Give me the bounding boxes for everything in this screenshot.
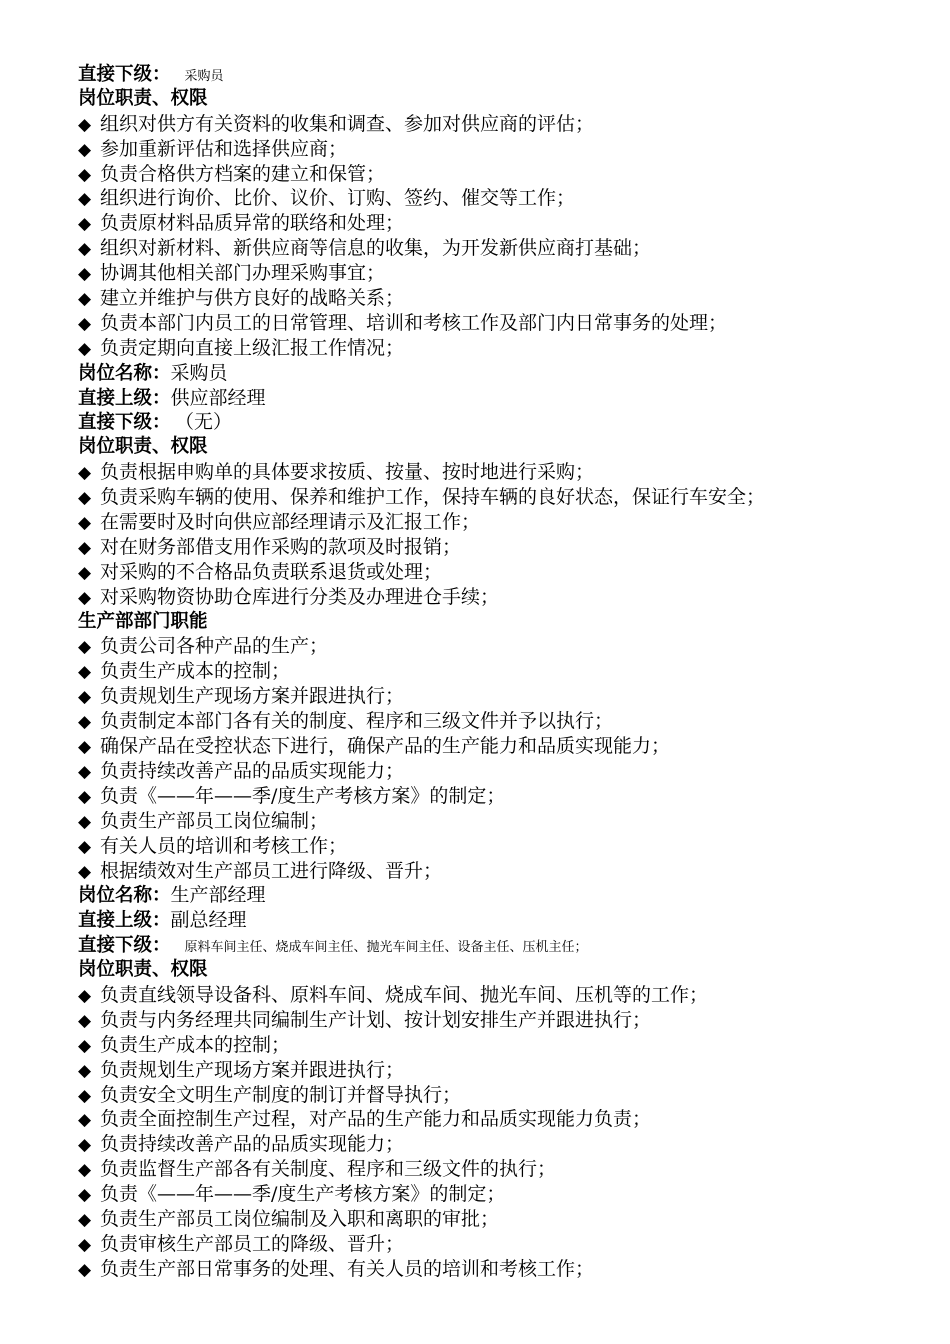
list-item-text: 对采购物资协助仓库进行分类及办理进仓手续； — [100, 585, 500, 608]
list-item-text: 负责《——年——季/度生产考核方案》的制定； — [100, 1183, 506, 1206]
field-label: 岗位名称： — [78, 362, 171, 384]
diamond-bullet-icon: ◆ — [78, 1085, 92, 1106]
field-row — [78, 908, 928, 933]
list-item-text: 协调其他相关部门办理采购事宜； — [100, 262, 386, 285]
list-item — [78, 1257, 928, 1282]
field-value: 采购员 — [170, 361, 228, 384]
list-item-text: 负责本部门内员工的日常管理、培训和考核工作及部门内日常事务的处理； — [100, 311, 728, 334]
list-item — [78, 560, 928, 585]
list-item — [78, 809, 928, 834]
list-item — [78, 983, 928, 1008]
list-item — [78, 162, 928, 187]
list-item-text: 对采购的不合格品负责联系退货或处理； — [100, 560, 443, 583]
list-item — [78, 1207, 928, 1232]
field-label: 岗位名称： — [78, 885, 171, 907]
list-item-text: 负责公司各种产品的生产； — [100, 635, 329, 658]
field-row — [78, 361, 928, 386]
list-item-text: 负责生产部日常事务的处理、有关人员的培训和考核工作； — [100, 1257, 595, 1280]
list-item-text: 负责审核生产部员工的降级、晋升； — [100, 1232, 405, 1255]
list-item-text: 建立并维护与供方良好的战略关系； — [100, 287, 405, 310]
diamond-bullet-icon: ◆ — [78, 985, 92, 1006]
diamond-bullet-icon: ◆ — [78, 513, 92, 534]
field-row — [78, 386, 928, 411]
diamond-bullet-icon: ◆ — [78, 139, 92, 160]
field-label: 直接下级： — [78, 64, 171, 85]
field-value: 原料车间主任、烧成车间主任、抛光车间主任、设备主任、压机主任； — [184, 940, 588, 956]
diamond-bullet-icon: ◆ — [78, 637, 92, 658]
diamond-bullet-icon: ◆ — [78, 562, 92, 583]
diamond-bullet-icon: ◆ — [78, 313, 92, 334]
list-item-text: 负责生产成本的控制； — [100, 660, 291, 683]
diamond-bullet-icon: ◆ — [78, 289, 92, 310]
field-value: 采购员 — [184, 69, 224, 84]
diamond-bullet-icon: ◆ — [78, 1110, 92, 1131]
field-label: 直接上级： — [78, 387, 171, 409]
diamond-bullet-icon: ◆ — [78, 164, 92, 185]
list-item-text: 负责生产部员工岗位编制及入职和离职的审批； — [100, 1207, 500, 1230]
list-item-text: 组织对新材料、新供应商等信息的收集，为开发新供应商打基础； — [100, 237, 652, 260]
list-item-text: 对在财务部借支用作采购的款项及时报销； — [100, 535, 462, 558]
diamond-bullet-icon: ◆ — [78, 1259, 92, 1280]
list-item-text: 负责持续改善产品的品质实现能力； — [100, 759, 405, 782]
list-item — [78, 1132, 928, 1157]
list-item-text: 负责生产部员工岗位编制； — [100, 809, 329, 832]
field-row — [78, 410, 928, 435]
section-heading: 岗位职责、权限 — [78, 436, 208, 458]
diamond-bullet-icon: ◆ — [78, 1060, 92, 1081]
list-item-text: 负责定期向直接上级汇报工作情况； — [100, 336, 405, 359]
list-item — [78, 286, 928, 311]
list-item — [78, 1008, 928, 1033]
field-label: 直接下级： — [78, 935, 171, 957]
list-item — [78, 834, 928, 859]
list-item — [78, 734, 928, 759]
field-row — [78, 62, 928, 87]
list-item-text: 负责根据申购单的具体要求按质、按量、按时地进行采购； — [100, 461, 595, 484]
diamond-bullet-icon: ◆ — [78, 687, 92, 708]
diamond-bullet-icon: ◆ — [78, 239, 92, 260]
diamond-bullet-icon: ◆ — [78, 264, 92, 285]
list-item — [78, 112, 928, 137]
list-item — [78, 1182, 928, 1207]
diamond-bullet-icon: ◆ — [78, 463, 92, 484]
list-item-text: 负责与内务经理共同编制生产计划、按计划安排生产并跟进执行； — [100, 1008, 652, 1031]
list-item — [78, 585, 928, 610]
list-item-text: 负责生产成本的控制； — [100, 1033, 291, 1056]
diamond-bullet-icon: ◆ — [78, 214, 92, 235]
diamond-bullet-icon: ◆ — [78, 114, 92, 135]
diamond-bullet-icon: ◆ — [78, 1209, 92, 1230]
diamond-bullet-icon: ◆ — [78, 861, 92, 882]
diamond-bullet-icon: ◆ — [78, 811, 92, 832]
diamond-bullet-icon: ◆ — [78, 712, 92, 733]
list-item-text: 根据绩效对生产部员工进行降级、晋升； — [100, 859, 443, 882]
diamond-bullet-icon: ◆ — [78, 836, 92, 857]
list-item-text: 负责制定本部门各有关的制度、程序和三级文件并予以执行； — [100, 710, 614, 733]
diamond-bullet-icon: ◆ — [78, 1160, 92, 1181]
list-item — [78, 311, 928, 336]
list-item-text: 负责《——年——季/度生产考核方案》的制定； — [100, 784, 506, 807]
list-item — [78, 1107, 928, 1132]
list-item-text: 组织对供方有关资料的收集和调查、参加对供应商的评估； — [100, 112, 595, 135]
list-item — [78, 485, 928, 510]
diamond-bullet-icon: ◆ — [78, 1135, 92, 1156]
list-item-text: 负责全面控制生产过程，对产品的生产能力和品质实现能力负责； — [100, 1108, 652, 1131]
diamond-bullet-icon: ◆ — [78, 1185, 92, 1206]
field-label: 直接上级： — [78, 910, 171, 932]
diamond-bullet-icon: ◆ — [78, 761, 92, 782]
list-item — [78, 236, 928, 261]
list-item — [78, 1033, 928, 1058]
list-item — [78, 1058, 928, 1083]
list-item-text: 负责采购车辆的使用、保养和维护工作，保持车辆的良好状态，保证行车安全； — [100, 486, 766, 509]
list-item — [78, 1083, 928, 1108]
list-item-text: 负责合格供方档案的建立和保管； — [100, 162, 386, 185]
section-heading: 岗位职责、权限 — [78, 87, 208, 109]
document-body — [78, 62, 928, 1282]
diamond-bullet-icon: ◆ — [78, 488, 92, 509]
list-item — [78, 510, 928, 535]
list-item — [78, 261, 928, 286]
field-value: （无） — [184, 411, 233, 434]
diamond-bullet-icon: ◆ — [78, 1010, 92, 1031]
list-item — [78, 859, 928, 884]
list-item — [78, 535, 928, 560]
diamond-bullet-icon: ◆ — [78, 1234, 92, 1255]
list-item-text: 确保产品在受控状态下进行，确保产品的生产能力和品质实现能力； — [100, 735, 671, 758]
list-item-text: 负责直线领导设备科、原料车间、烧成车间、抛光车间、压机等的工作； — [100, 983, 709, 1006]
field-row — [78, 933, 928, 958]
field-label: 直接下级： — [78, 412, 171, 434]
list-item-text: 有关人员的培训和考核工作； — [100, 834, 348, 857]
diamond-bullet-icon: ◆ — [78, 587, 92, 608]
list-item — [78, 709, 928, 734]
diamond-bullet-icon: ◆ — [78, 786, 92, 807]
diamond-bullet-icon: ◆ — [78, 537, 92, 558]
diamond-bullet-icon: ◆ — [78, 1035, 92, 1056]
diamond-bullet-icon: ◆ — [78, 737, 92, 758]
list-item-text: 负责规划生产现场方案并跟进执行； — [100, 1058, 405, 1081]
field-value: 生产部经理 — [170, 884, 266, 907]
section-heading: 生产部部门职能 — [78, 610, 208, 632]
list-item-text: 参加重新评估和选择供应商； — [100, 137, 348, 160]
list-item-text: 组织进行询价、比价、议价、订购、签约、催交等工作； — [100, 187, 576, 210]
list-item — [78, 460, 928, 485]
list-item — [78, 1232, 928, 1257]
list-item — [78, 336, 928, 361]
diamond-bullet-icon: ◆ — [78, 338, 92, 359]
list-item — [78, 659, 928, 684]
list-item — [78, 211, 928, 236]
diamond-bullet-icon: ◆ — [78, 662, 92, 683]
section-heading: 岗位职责、权限 — [78, 959, 208, 981]
field-value: 供应部经理 — [170, 386, 266, 409]
list-item — [78, 784, 928, 809]
list-item — [78, 634, 928, 659]
list-item-text: 负责持续改善产品的品质实现能力； — [100, 1133, 405, 1156]
list-item — [78, 137, 928, 162]
field-value: 副总经理 — [170, 909, 247, 932]
list-item-text: 负责安全文明生产制度的制订并督导执行； — [100, 1083, 462, 1106]
list-item-text: 负责原材料品质异常的联络和处理； — [100, 212, 405, 235]
list-item-text: 负责规划生产现场方案并跟进执行； — [100, 685, 405, 708]
list-item — [78, 759, 928, 784]
list-item-text: 在需要时及时向供应部经理请示及汇报工作； — [100, 511, 481, 534]
list-item — [78, 684, 928, 709]
list-item — [78, 1157, 928, 1182]
list-item — [78, 186, 928, 211]
list-item-text: 负责监督生产部各有关制度、程序和三级文件的执行； — [100, 1158, 557, 1181]
diamond-bullet-icon: ◆ — [78, 189, 92, 210]
field-row — [78, 883, 928, 908]
